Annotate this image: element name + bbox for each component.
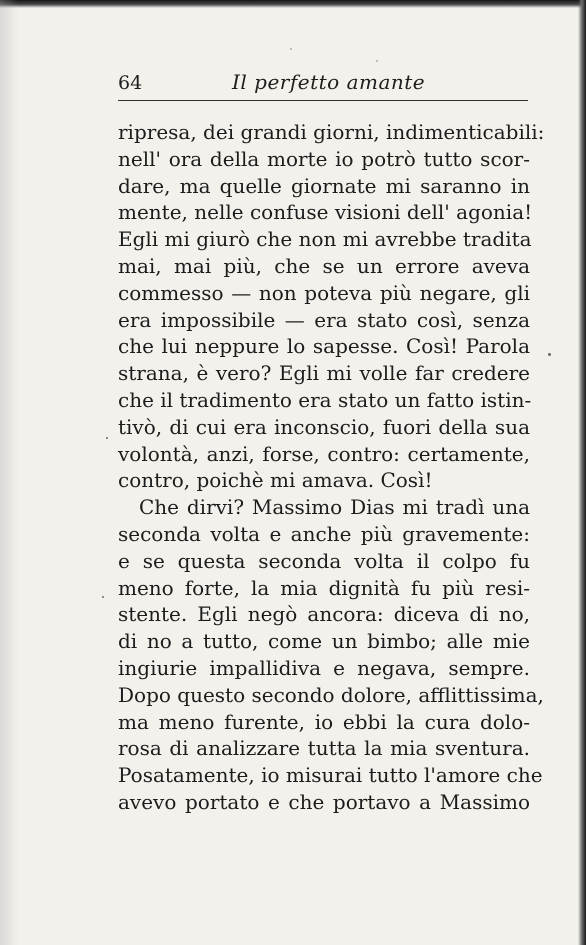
text-line: strana, è vero? Egli mi volle far credere [118, 361, 530, 386]
page-number: 64 [118, 72, 143, 94]
running-title: Il perfetto amante [232, 70, 426, 94]
text-line: ripresa, dei grandi giorni, indimenticabili: [118, 120, 545, 144]
page-right-edge-shadow [578, 0, 586, 945]
text-line: che il tradimento era stato un fatto istin- [118, 387, 532, 412]
text-line: mai, mai più, che se un errore aveva [118, 253, 530, 278]
paper-speck [376, 60, 378, 62]
text-line: nell' ora della morte io potrò tutto scor- [118, 146, 530, 171]
body-text [118, 119, 545, 816]
text-line: Posatamente, io misurai tutto l'amore che [118, 763, 543, 788]
text-line: che lui neppure lo sapesse. Così! Parola [118, 334, 530, 359]
paper-speck [548, 353, 551, 356]
page-gutter-shade [0, 0, 18, 945]
text-line: commesso — non poteva più negare, gli [118, 280, 530, 305]
text-line: e se questa seconda volta il colpo fu [118, 548, 530, 573]
text-line: Egli mi giurò che non mi avrebbe tradita [118, 227, 532, 252]
text-line: stente. Egli negò ancora: diceva di no, [118, 602, 530, 627]
text-line: ingiurie impallidiva e negava, sempre. [118, 655, 530, 680]
text-line: Dopo questo secondo dolore, afflittissima, [118, 682, 544, 707]
paper-speck [106, 437, 108, 439]
text-line: volontà, anzi, forse, contro: certamente, [118, 441, 530, 466]
paragraph-end-line: contro, poichè mi amava. Così! [118, 468, 433, 493]
text-line: tivò, di cui era inconscio, fuori della sua [118, 414, 530, 439]
text-line: rosa di analizzare tutta la mia sventura. [118, 736, 530, 761]
paper-speck [290, 48, 292, 50]
text-line: meno forte, la mia dignità fu più resi- [118, 575, 530, 600]
header-rule [118, 100, 528, 101]
paragraph-start-line: Che dirvi? Massimo Dias mi tradì una [139, 495, 530, 520]
paper-speck [102, 596, 104, 598]
text-line: dare, ma quelle giornate mi saranno in [118, 173, 530, 198]
running-head [118, 70, 528, 98]
text-line: mente, nelle confuse visioni dell' agonia! [118, 200, 533, 225]
text-line: avevo portato e che portavo a Massimo [118, 789, 530, 814]
text-line: seconda volta e anche più gravemente: [118, 521, 530, 546]
page-top-edge-shadow [0, 0, 586, 8]
text-line: era impossibile — era stato così, senza [118, 307, 530, 332]
text-line: ma meno furente, io ebbi la cura dolo- [118, 709, 530, 734]
text-line: di no a tutto, come un bimbo; alle mie [118, 629, 530, 654]
